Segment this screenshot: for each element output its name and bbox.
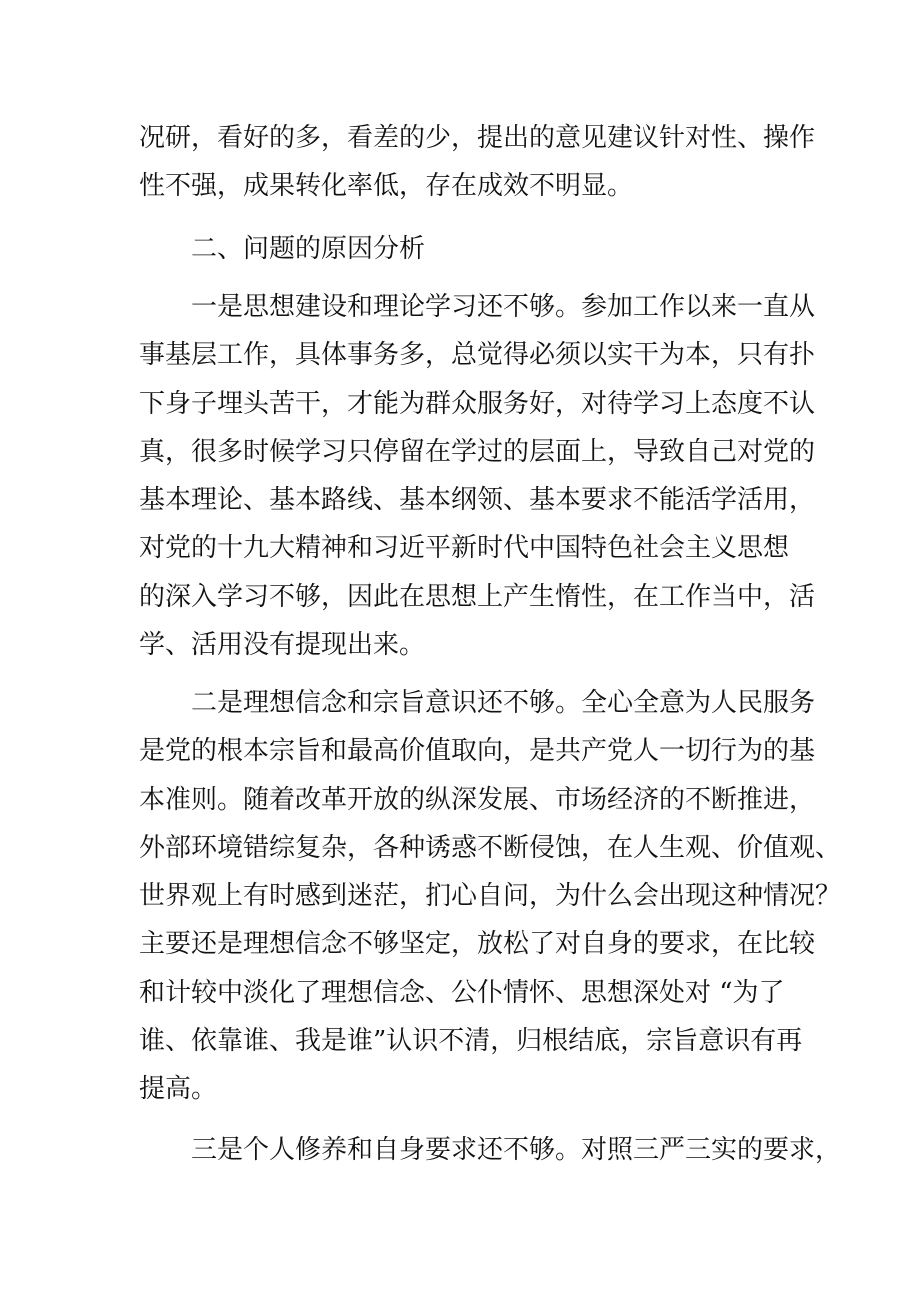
text-line: 事基层工作，具体事务多，总觉得必须以实干为本，只有扑: [139, 340, 816, 370]
text-line: 提高。: [139, 1074, 218, 1104]
text-line: 性不强，成果转化率低，存在成效不明显。: [139, 171, 634, 201]
text-line: 是党的根本宗旨和最高价值取向，是共产党人一切行为的基: [139, 736, 816, 766]
paragraph-first-line: 三是个人修养和自身要求还不够。对照三严三实的要求，: [191, 1135, 842, 1165]
text-line: 主要还是理想信念不够坚定，放松了对自身的要求，在比较: [139, 929, 816, 959]
text-line: 学、活用没有提现出来。: [139, 630, 426, 660]
text-line: 真，很多时候学习只停留在学过的层面上，导致自己对党的: [139, 437, 816, 467]
text-line: 基本理论、基本路线、基本纲领、基本要求不能活学活用，: [139, 485, 816, 515]
text-line: 世界观上有时感到迷茫，扪心自问，为什么会出现这种情况？: [139, 881, 842, 911]
text-line: 况研，看好的多，看差的少，提出的意见建议针对性、操作: [139, 123, 816, 153]
paragraph-first-line: 一是思想建设和理论学习还不够。参加工作以来一直从: [191, 292, 816, 322]
text-line: 的深入学习不够，因此在思想上产生惰性，在工作当中，活: [139, 582, 816, 612]
paragraph-first-line: 二是理想信念和宗旨意识还不够。全心全意为人民服务: [191, 688, 816, 718]
text-line: 下身子埋头苦干，才能为群众服务好，对待学习上态度不认: [139, 389, 816, 419]
text-line: 本准则。随着改革开放的纵深发展、市场经济的不断推进，: [139, 785, 816, 815]
text-line: 和计较中淡化了理想信念、公仆情怀、思想深处对 “为了: [139, 978, 785, 1008]
text-line: 谁、依靠谁、我是谁”认识不清，归根结底，宗旨意识有再: [139, 1026, 803, 1056]
section-heading: 二、问题的原因分析: [191, 234, 426, 264]
text-line: 对党的十九大精神和习近平新时代中国特色社会主义思想: [139, 533, 790, 563]
text-line: 外部环境错综复杂，各种诱惑不断侵蚀，在人生观、价值观、: [139, 833, 842, 863]
